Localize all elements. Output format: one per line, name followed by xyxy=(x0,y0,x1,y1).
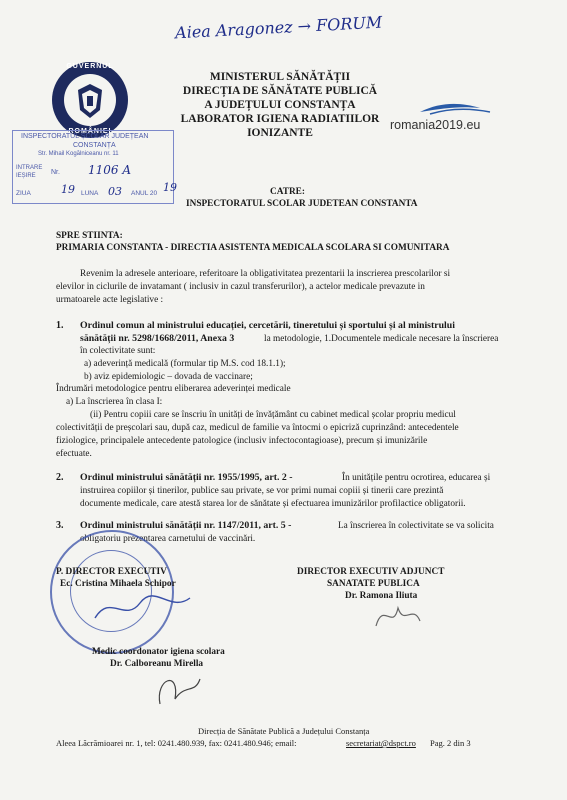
intro-line1: Revenim la adresele anterioare, referitoare la obligativitatea prezentarii la inscrierea prescolarilor si xyxy=(80,269,451,279)
footer-line1: Direcția de Sănătate Publică a Județului Constanța xyxy=(198,726,370,736)
item3-title: Ordinul ministrului sănătății nr. 1147/2011, art. 5 - xyxy=(80,520,292,531)
header-ministry: MINISTERUL SĂNĂTĂȚII xyxy=(209,71,351,83)
item1-title-line2: sănătății nr. 5298/1668/2011, Anexa 3 xyxy=(80,333,235,344)
item1-tail-line2: la metodologie, 1.Documentele medicale necesare la înscrierea xyxy=(264,334,499,344)
footer-email[interactable]: secretariat@dspct.ro xyxy=(346,738,416,748)
stamp-nr-value: 1106 A xyxy=(88,163,132,177)
government-logo xyxy=(50,60,130,140)
item2-line1: În unitățile pentru ocrotirea, educarea și xyxy=(342,473,491,483)
intro-line2: elevilor in ciclurile de invatamant ( inclusiv in cazul transferurilor), a actelor medicale prevazute in xyxy=(56,282,425,292)
stamp-ziua-value: 19 xyxy=(61,183,75,196)
handwritten-note: Aiea Aragonez → FORUM xyxy=(174,12,383,43)
item1-point-a: a) adeverință medicală (formular tip M.S. cod 18.1.1); xyxy=(84,359,286,369)
stamp-nr-label: Nr. xyxy=(51,169,60,176)
sig-bottom-name: Dr. Calboreanu Mirella xyxy=(110,659,204,669)
item3-number: 3. xyxy=(56,520,64,531)
item1-line3: în colectivitate sunt: xyxy=(80,346,156,356)
item1-clasa: a) La înscrierea în clasa I: xyxy=(66,397,163,407)
stamp-iesire-label: IEȘIRE xyxy=(16,173,36,179)
item3-line2: obligatoriu prezentarea carnetului de vaccinări. xyxy=(80,534,256,544)
item1-ii-line3: fiziologice, principalele antecedente patologice (inclusiv infectocontagioase), precum și imunizările xyxy=(56,436,428,446)
header-lab-cont: IONIZANTE xyxy=(247,127,313,139)
stamp-luna-label: LUNA xyxy=(81,190,99,197)
sig-right-signature xyxy=(368,596,428,636)
item1-ii-line2: colectivității de preșcolari sau, după caz, medicul de familie va întocmi o epicriză cuprinzând: antecedentele xyxy=(56,423,459,433)
recipient-name: INSPECTORATUL SCOLAR JUDETEAN CONSTANTA xyxy=(186,199,418,209)
cc-label: SPRE STIINTA: xyxy=(56,231,123,241)
sig-left-title: P. DIRECTOR EXECUTIV xyxy=(56,567,167,577)
header-directorate: DIRECȚIA DE SĂNĂTATE PUBLICĂ xyxy=(182,85,378,97)
item1-ii-line4: efectuate. xyxy=(56,449,92,459)
sig-left-signature xyxy=(90,588,200,628)
item1-number: 1. xyxy=(56,320,64,331)
recipient-label: CATRE: xyxy=(270,187,305,197)
item2-line2: instruirea copiilor și tinerilor, publice sau private, se vor primi numai copiii și tinerii care prezintă xyxy=(80,486,444,496)
footer-page-number: Pag. 2 din 3 xyxy=(430,738,471,748)
item2-number: 2. xyxy=(56,472,64,483)
stamp-ziua-label: ZIUA xyxy=(16,190,31,197)
sig-bottom-signature xyxy=(150,664,210,714)
item1-title-line1: Ordinul comun al ministrului educației, cercetării, tineretului și sportului și al ministrului xyxy=(80,320,455,331)
item1-indrumari: Îndrumări metodologice pentru eliberarea adeverinței medicale xyxy=(56,384,291,394)
sig-right-title2: SANATATE PUBLICA xyxy=(327,579,420,589)
footer-line2: Aleea Lăcrămioarei nr. 1, tel: 0241.480.939, fax: 0241.480.946; email: xyxy=(56,738,297,748)
stamp-line2: CONSTANȚA xyxy=(73,142,116,149)
romania2019-logo xyxy=(390,100,510,136)
stamp-anul-value: 19 xyxy=(163,181,177,194)
logo-bottom-text: ROMÂNIEI xyxy=(68,128,112,135)
registry-stamp xyxy=(12,130,177,204)
stamp-line3: Str. Mihail Kogălniceanu nr. 11 xyxy=(38,151,119,157)
sig-bottom-title: Medic coordonator igiena scolara xyxy=(92,647,225,657)
sig-left-name: Ec. Cristina Mihaela Schipor xyxy=(60,579,176,589)
stamp-intrare-label: INTRARE xyxy=(16,165,43,171)
item3-line1: La înscrierea în colectivitate se va solicita xyxy=(338,521,494,531)
stamp-line1: INSPECTORATUL ȘCOLAR JUDEȚEAN xyxy=(21,133,149,140)
sig-right-name: Dr. Ramona Iliuta xyxy=(345,591,418,601)
stamp-luna-value: 03 xyxy=(108,185,122,198)
sig-right-title1: DIRECTOR EXECUTIV ADJUNCT xyxy=(297,567,445,577)
header-county: A JUDEȚULUI CONSTANȚA xyxy=(204,99,356,111)
item1-ii-line1: (ii) Pentru copiii care se înscriu în unități de învățământ cu cabinet medical școlar propriu medicul xyxy=(90,410,456,420)
item1-point-b: b) aviz epidemiologic – dovada de vaccinare; xyxy=(84,372,253,382)
cc-name: PRIMARIA CONSTANTA - DIRECTIA ASISTENTA MEDICALA SCOLARA SI COMUNITARA xyxy=(56,243,450,253)
item2-title: Ordinul ministrului sănătății nr. 1955/1995, art. 2 - xyxy=(80,472,293,483)
header-lab: LABORATOR IGIENA RADIATIILOR xyxy=(180,113,380,125)
romania2019-text: romania2019.eu xyxy=(390,118,481,132)
intro-line3: urmatoarele acte legislative : xyxy=(56,295,164,305)
logo-top-text: GUVERNUL xyxy=(66,63,114,70)
stamp-anul-label: ANUL 20 xyxy=(131,190,158,197)
item2-line3: documente medicale, care atestă starea lor de sănătate și efectuarea imunizărilor profilactice obligatorii. xyxy=(80,499,466,509)
